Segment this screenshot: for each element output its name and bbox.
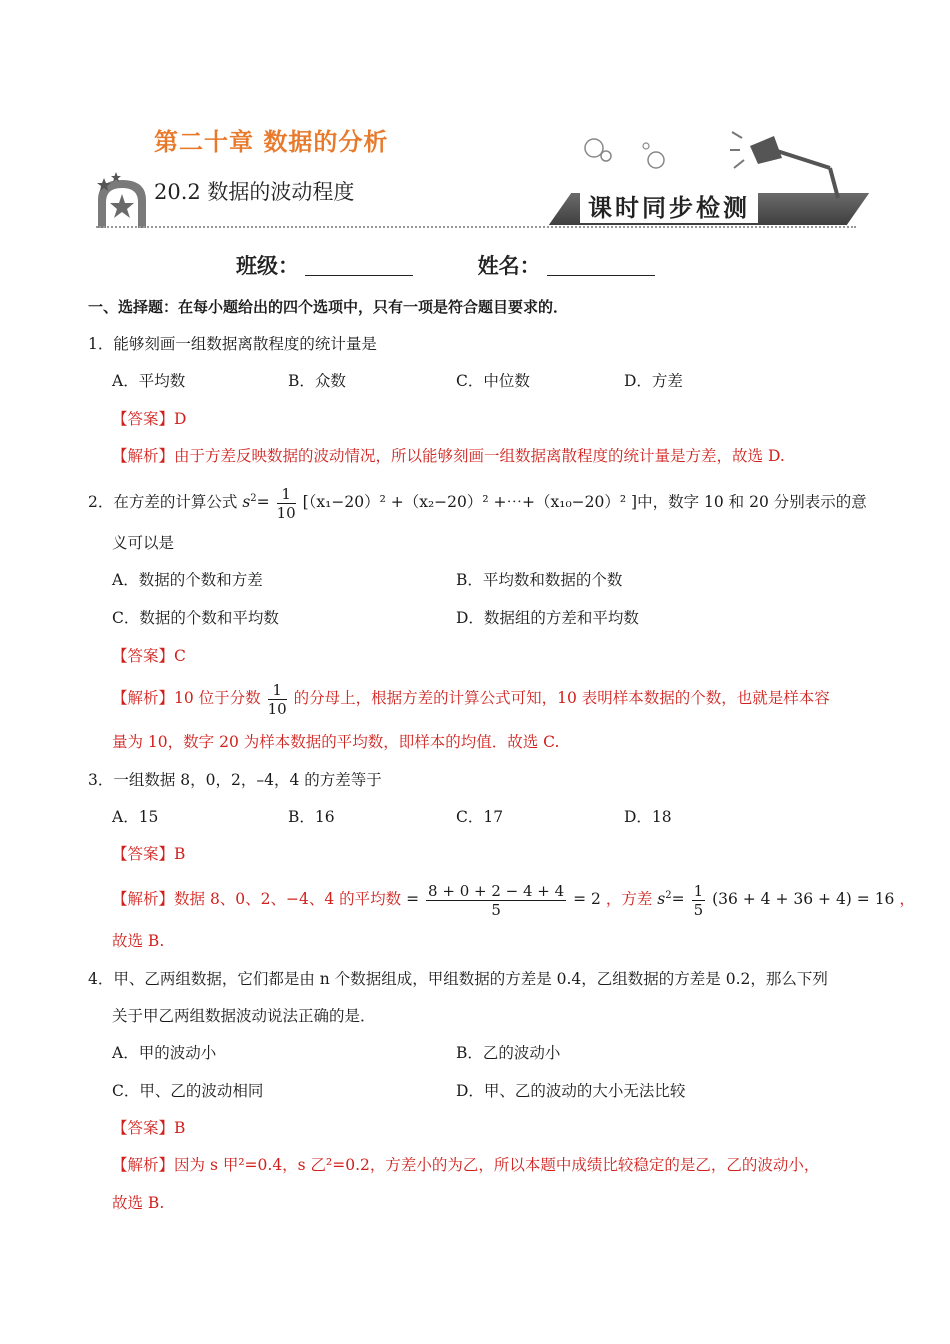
q4-option-d: D．甲、乙的波动的大小无法比较 xyxy=(456,1082,686,1100)
class-label: 班级： xyxy=(236,254,299,278)
q3-stem: 3．一组数据 8，0，2，–4，4 的方差等于 xyxy=(88,771,382,789)
q2-stem-cont: 义可以是 xyxy=(112,534,175,552)
q3-answer: 【答案】B xyxy=(112,845,186,863)
q2-option-d: D．数据组的方差和平均数 xyxy=(456,609,639,627)
q4-analysis-end: 故选 B. xyxy=(112,1194,165,1212)
q3-mean-fraction: $\frac{8 + 0 + 2 - 4 + 4}{5}$ xyxy=(428,881,565,919)
q2-analysis-cont: 量为 10，数字 20 为样本数据的平均数，即样本的均值．故选 C. xyxy=(112,733,560,751)
q3-option-c: C．17 xyxy=(456,808,504,826)
q2-analysis-fraction: $\frac{1}{10}$ xyxy=(267,680,287,718)
q1-option-a: A．平均数 xyxy=(112,372,186,390)
star-badge-icon xyxy=(94,172,154,230)
q4-stem-line2: 关于甲乙两组数据波动说法正确的是． xyxy=(112,1007,376,1025)
section-heading: 一、选择题：在每小题给出的四个选项中，只有一项是符合题目要求的． xyxy=(88,298,569,316)
name-blank[interactable] xyxy=(547,255,655,276)
q3-option-b: B．16 xyxy=(288,808,335,826)
student-info-row xyxy=(236,250,655,280)
q2-option-b: B．平均数和数据的个数 xyxy=(456,571,623,589)
name-label: 姓名： xyxy=(477,254,541,278)
bubbles-icon xyxy=(582,134,672,174)
q3-option-a: A．15 xyxy=(112,808,159,826)
q3-analysis-end: 故选 B. xyxy=(112,932,165,950)
q1-option-b: B．众数 xyxy=(288,372,346,390)
chapter-title: 第二十章 数据的分析 xyxy=(154,128,389,156)
q1-option-d: D．方差 xyxy=(624,372,683,390)
q1-answer: 【答案】D xyxy=(112,410,187,428)
q2-stem: 2．在方差的计算公式 $s^2=$ $\frac{1}{10}$ [（x₁−20）² +（x₂−20）² +⋯+（x₁₀−20）² ]中，数字 10 和 20 分别表示的意 xyxy=(88,484,867,522)
q2-option-a: A．数据的个数和方差 xyxy=(112,571,263,589)
q3-variance-fraction: $\frac{1}{5}$ xyxy=(693,881,704,919)
q2-fraction: $\frac{1}{10}$ xyxy=(276,484,296,522)
q3-option-d: D．18 xyxy=(624,808,672,826)
q4-answer: 【答案】B xyxy=(112,1119,186,1137)
header-divider xyxy=(96,226,856,228)
section-title: 20.2 数据的波动程度 xyxy=(154,180,355,204)
q2-answer: 【答案】C xyxy=(112,647,186,665)
q4-option-a: A．甲的波动小 xyxy=(112,1044,217,1062)
q1-option-c: C．中位数 xyxy=(456,372,530,390)
q4-option-c: C．甲、乙的波动相同 xyxy=(112,1082,264,1100)
q3-analysis: 【解析】数据 8、0、2、−4、4 的平均数 = $\frac{8 + 0 + 2 - 4 + 4}{5}$ = 2 ，方差 $s^2=$ $\frac{1}{5}$ (36 + 4 + 36 + 4) = 16 ， xyxy=(112,881,915,919)
q2-analysis: 【解析】10 位于分数 $\frac{1}{10}$ 的分母上，根据方差的计算公式可知，10 表明样本数据的个数，也就是样本容 xyxy=(112,680,830,718)
banner-text: 课时同步检测 xyxy=(580,188,758,223)
q1-stem: 1．能够刻画一组数据离散程度的统计量是 xyxy=(88,335,377,353)
q2-option-c: C．数据的个数和平均数 xyxy=(112,609,279,627)
q4-option-b: B．乙的波动小 xyxy=(456,1044,561,1062)
q1-analysis: 【解析】由于方差反映数据的波动情况，所以能够刻画一组数据离散程度的统计量是方差，故选 D. xyxy=(112,447,785,465)
q4-stem-line1: 4．甲、乙两组数据，它们都是由 n 个数据组成，甲组数据的方差是 0.4，乙组数据的方差是 0.2，那么下列 xyxy=(88,970,828,988)
class-blank[interactable] xyxy=(305,255,413,276)
q4-analysis: 【解析】因为 s 甲²=0.4，s 乙²=0.2，方差小的为乙，所以本题中成绩比较稳定的是乙，乙的波动小， xyxy=(112,1156,820,1174)
